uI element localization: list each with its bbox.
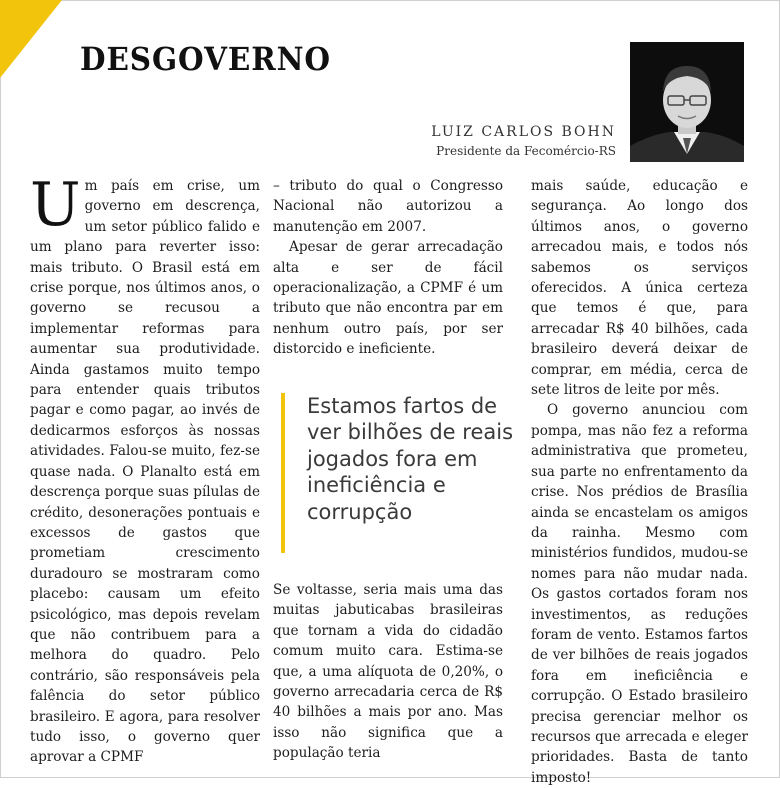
paragraph: O governo anunciou com pompa, mas não fez a reforma administrativa que prometeu, sua parte no enfrentamento da crise. Nos prédios de Brasília ainda se encastelam os amigos da rainha. Mesmo com ministérios fundidos, mudou-se nomes para não mudar nada. Os gastos cortados foram nos investimentos, as reduções foram de vento. Estamos fartos de ver bilhões de reais jogados fora em ineficiência e corrupção. O Estado brasileiro precisa gerenciar melhor os recursos que arrecada e eleger prioridades. Basta de tanto imposto! [531, 402, 748, 786]
article-column-2 [273, 176, 503, 360]
pull-quote-text: Estamos fartos de ver bilhões de reais jogados fora em ineficiência e corrupção [307, 394, 514, 524]
author-byline [316, 124, 616, 158]
article-column-3 [531, 176, 748, 788]
article-column-1 [30, 170, 260, 768]
paragraph [30, 170, 260, 768]
paragraph: mais saúde, educação e segurança. Ao longo dos últimos anos, o governo arrecadou mais, e todos nós sabemos os serviços oferecidos. A única certeza que temos é que, para arrecadar R$ 40 bilhões, cada brasileiro deverá deixar de comprar, em média, cerca de sete litros de leite por mês. [531, 178, 748, 399]
paragraph: Apesar de gerar arrecadação alta e ser de fácil operacionalização, a CPMF é um tributo que não encontra par em nenhum outro país, por ser distorcido e ineficiente. [273, 239, 503, 358]
corner-accent [0, 0, 62, 78]
article-column-2-continued [273, 580, 503, 764]
author-photo [630, 42, 744, 162]
pull-quote [281, 393, 529, 553]
paragraph: Se voltasse, seria mais uma das muitas jabuticabas brasileiras que tornam a vida do cidadão comum muito cara. Estima-se que, a uma alíquota de 0,20%, o governo arrecadaria cerca de R$ 40 bilhões a mais por ano. Mas isso não significa que a população teria [273, 582, 503, 762]
drop-cap: U [30, 170, 81, 240]
author-name: LUIZ CARLOS BOHN [431, 124, 616, 140]
page-title: DESGOVERNO [80, 40, 332, 78]
author-role: Presidente da Fecomércio-RS [436, 144, 616, 158]
paragraph: – tributo do qual o Congresso Nacional não autorizou a manutenção em 2007. [273, 178, 503, 235]
paragraph-text: m país em crise, um governo em descrença, um setor público falido e um plano para reverter isso: mais tributo. O Brasil está em crise porque, nos últimos anos, o governo se recusou a implementar reformas para aumentar sua produtividade. Ainda gastamos muito tempo para entender quais tributos pagar e como pagar, ao invés de dedicarmos esforços às nossas atividades. Falou-se muito, fez-se quase nada. O Planalto está em descrença porque suas pílulas de crédito, desonerações pontuais e excessos de gastos que prometiam crescimento duradouro se mostraram como placebo: causam um efeito psicológico, mas depois revelam que não contribuem para a melhora do quadro. Pelo contrário, são responsáveis pela falência do setor público brasileiro. E agora, para resolver tudo isso, o governo quer aprovar a CPMF [30, 178, 260, 766]
